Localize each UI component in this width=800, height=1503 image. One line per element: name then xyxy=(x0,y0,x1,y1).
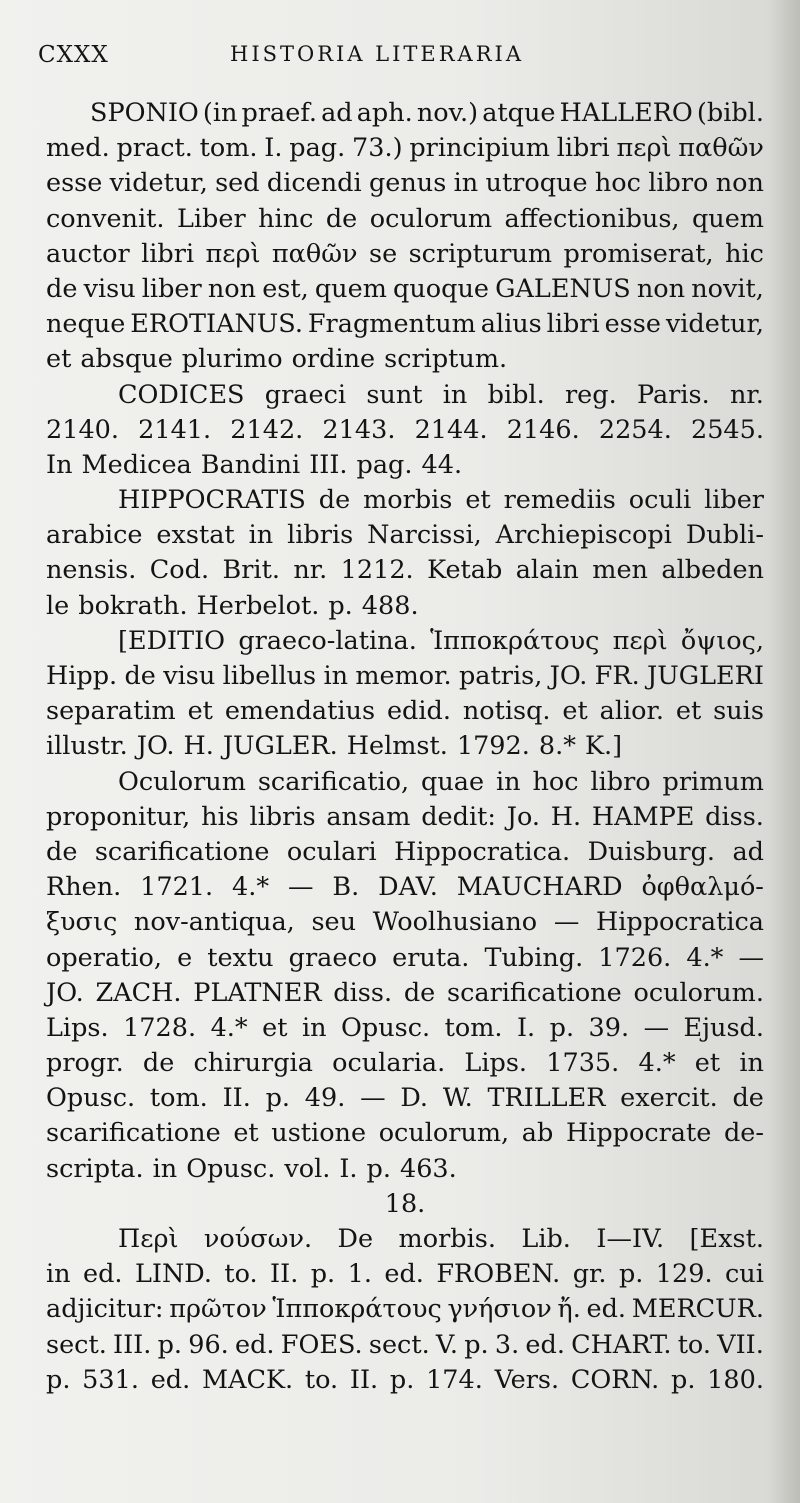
text-line: SPONIO (in praef. ad aph. nov.) atque HALLERO (bibl. xyxy=(90,98,764,128)
text-line: HIPPOCRATIS de morbis et remediis oculi liber xyxy=(118,485,764,516)
text-line: 2140. 2141. 2142. 2143. 2144. 2146. 2254. 2545. xyxy=(46,414,764,445)
text-line: convenit. Liber hinc de oculorum affectionibus, quem xyxy=(46,203,764,234)
text-line: auctor libri περὶ παθῶν se scripturum promiserat, hic xyxy=(46,238,764,269)
paragraph-scarificatio xyxy=(46,767,764,1189)
paragraph-codices xyxy=(46,380,764,486)
text-line: arabice exstat in libris Narcissi, Archiepiscopi Dubli- xyxy=(46,520,764,551)
text-line: sect. III. p. 96. ed. FOES. sect. V. p. 3. ed. CHART. to. VII. xyxy=(46,1329,764,1360)
text-line: progr. de chirurgia ocularia. Lips. 1735. 4.* et in xyxy=(46,1048,764,1079)
text-line: p. 531. ed. MACK. to. II. p. 174. Vers. CORN. p. 180. xyxy=(46,1364,764,1395)
section-number: 18. xyxy=(384,1188,426,1219)
text-line: ξυσις nov-antiqua, seu Woolhusiano — Hippocratica xyxy=(46,907,764,938)
text-line: med. pract. tom. I. pag. 73.) principium libri περὶ παθῶν xyxy=(46,133,764,164)
page-header xyxy=(0,36,800,76)
text-line: Lips. 1728. 4.* et in Opusc. tom. I. p. 39. — Ejusd. xyxy=(46,1012,764,1043)
text-line: [EDITIO graeco-latina. Ἱπποκράτους περὶ ὄψιος, xyxy=(118,625,764,656)
text-line: de visu liber non est, quem quoque GALENUS non novit, xyxy=(46,273,764,304)
text-line: separatim et emendatius edid. notisq. et alior. et suis xyxy=(46,696,764,727)
text-line: nensis. Cod. Brit. nr. 1212. Ketab alain men albeden xyxy=(46,555,764,586)
text-line: neque EROTIANUS. Fragmentum alius libri esse videtur, xyxy=(46,309,764,340)
paragraph-arabic xyxy=(46,485,764,626)
text-line: Hipp. de visu libellus in memor. patris, JO. FR. JUGLERI xyxy=(46,661,764,691)
text-line: JO. ZACH. PLATNER diss. de scarificatione oculorum. xyxy=(46,977,764,1008)
text-line: scarificatione et ustione oculorum, ab Hippocrate de- xyxy=(46,1118,764,1149)
text-line: Περὶ νούσων. De morbis. Lib. I—IV. [Exst. xyxy=(118,1224,764,1254)
paragraph-editio xyxy=(46,626,764,767)
text-line: esse videtur, sed dicendi genus in utroque hoc libro non xyxy=(46,168,764,199)
running-title: HISTORIA LITERARIA xyxy=(230,42,524,66)
paragraph-sponio xyxy=(46,98,764,380)
text-line: et absque plurimo ordine scriptum. xyxy=(46,344,508,375)
text-line: Oculorum scarificatio, quae in hoc libro primum xyxy=(118,766,764,797)
text-line: le bokrath. Herbelot. p. 488. xyxy=(46,590,419,621)
text-line: CODICES graeci sunt in bibl. reg. Paris. nr. xyxy=(118,379,764,410)
text-line: in ed. LIND. to. II. p. 1. ed. FROBEN. gr. p. 129. cui xyxy=(46,1259,764,1290)
text-line: Opusc. tom. II. p. 49. — D. W. TRILLER exercit. de xyxy=(46,1083,764,1114)
text-line: operatio, e textu graeco eruta. Tubing. 1726. 4.* — xyxy=(46,942,764,973)
text-line: adjicitur: πρῶτον Ἱπποκράτους γνήσιον ἤ. ed. MERCUR. xyxy=(46,1294,764,1325)
text-line: Rhen. 1721. 4.* — B. DAV. MAUCHARD ὀφθαλμό- xyxy=(46,872,764,903)
page-body xyxy=(46,98,764,1400)
text-line: illustr. JO. H. JUGLER. Helmst. 1792. 8.* K.] xyxy=(46,731,623,762)
text-line: scripta. in Opusc. vol. I. p. 463. xyxy=(46,1153,457,1184)
page-folio: CXXX xyxy=(38,42,109,68)
text-line: de scarificatione oculari Hippocratica. Duisburg. ad xyxy=(46,836,764,867)
paragraph-de-morbis xyxy=(46,1224,764,1400)
text-line: proponitur, his libris ansam dedit: Jo. H. HAMPE diss. xyxy=(46,801,764,832)
text-line: In Medicea Bandini III. pag. 44. xyxy=(46,449,463,480)
